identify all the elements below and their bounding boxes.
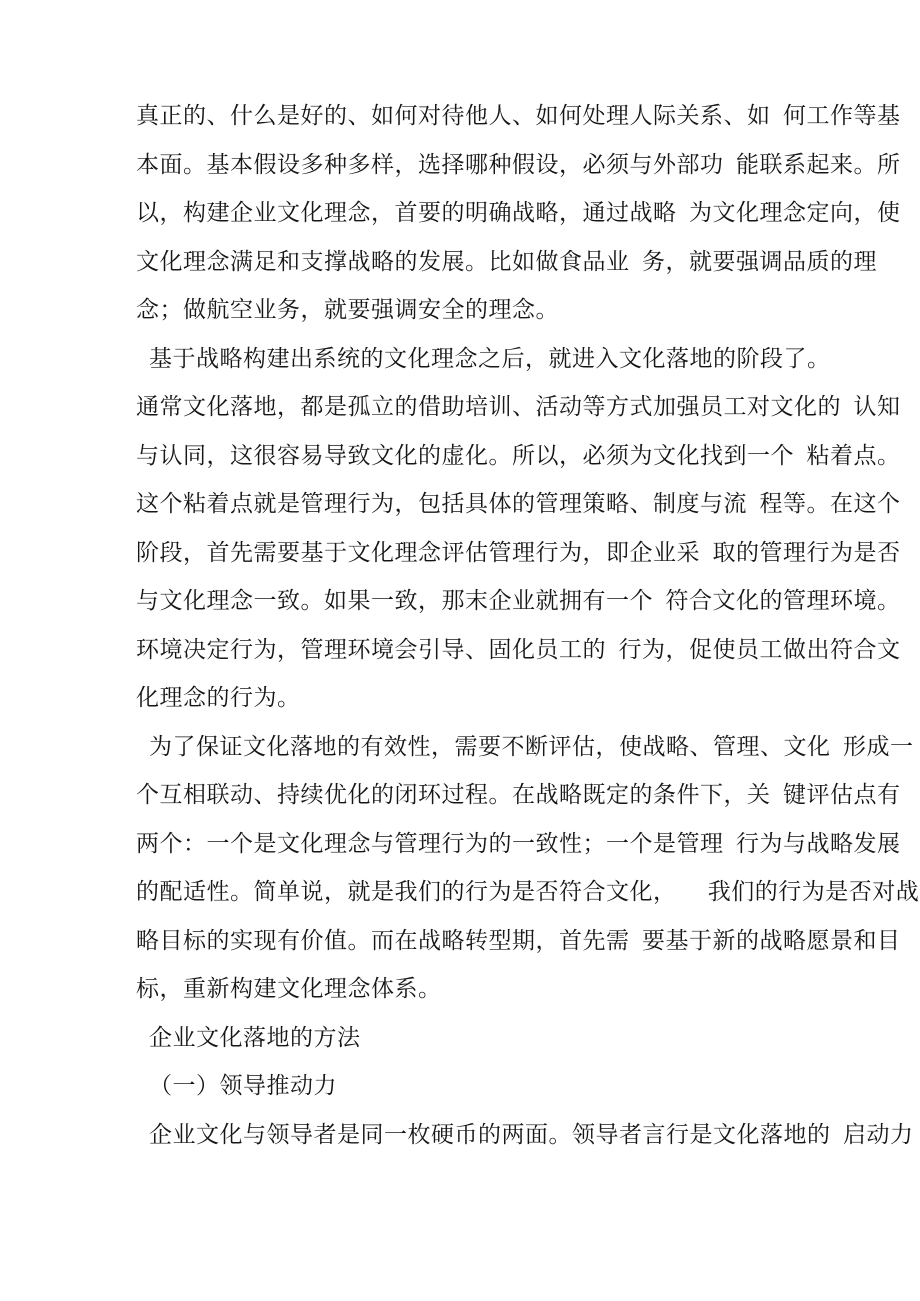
text-line: 环境决定行为，管理环境会引导、固化员工的 行为，促使员工做出符合文 [136, 636, 901, 662]
text-line: 与文化理念一致。如果一致，那末企业就拥有一个 符合文化的管理环境。 [136, 588, 901, 613]
text-line: 的配适性。简单说，就是我们的行为是否符合文化， 我们的行为是否对战 [136, 879, 920, 904]
text-line: 标，重新构建文化理念体系。 [136, 976, 442, 1001]
text-line: 与认同，这很容易导致文化的虚化。所以，必须为文化找到一个 粘着点。 [136, 442, 901, 468]
text-line: 个互相联动、持续优化的闭环过程。在战略既定的条件下，关 键评估点有 [136, 782, 901, 807]
text-line: 通常文化落地，都是孤立的借助培训、活动等方式加强员工对文化的 认知 [136, 394, 901, 419]
text-line: 略目标的实现有价值。而在战略转型期，首先需 要基于新的战略愿景和目 [136, 927, 901, 953]
text-line: 两个：一个是文化理念与管理行为的一致性；一个是管理 行为与战略发展 [136, 830, 901, 856]
text-line: 化理念的行为。 [136, 685, 301, 710]
text-line: 文化理念满足和支撑战略的发展。比如做食品业 务，就要强调品质的理 [136, 248, 877, 274]
text-line: 阶段，首先需要基于文化理念评估管理行为，即企业采 取的管理行为是否 [136, 539, 901, 565]
text-line: 基于战略构建出系统的文化理念之后，就进入文化落地的阶段了。 [149, 345, 831, 371]
text-line: 真正的、什么是好的、如何对待他人、如何处理人际关系、如 何工作等基 [136, 103, 901, 128]
text-line: 本面。基本假设多种多样，选择哪种假设，必须与外部功 能联系起来。所 [136, 151, 901, 177]
text-line: 企业文化与领导者是同一枚硬币的两面。领导者言行是文化落地的 启动力 [149, 1121, 914, 1147]
text-line: 为了保证文化落地的有效性，需要不断评估，使战略、管理、文化 形成一 [149, 733, 914, 759]
text-line: 企业文化落地的方法 [149, 1024, 361, 1050]
text-block [136, 92, 920, 1159]
text-line: （一）领导推动力 [149, 1073, 337, 1098]
text-line: 念；做航空业务，就要强调安全的理念。 [136, 297, 559, 322]
text-line: 这个粘着点就是管理行为，包括具体的管理策略、制度与流 程等。在这个 [136, 491, 901, 516]
text-line: 以，构建企业文化理念，首要的明确战略，通过战略 为文化理念定向，使 [136, 200, 901, 225]
